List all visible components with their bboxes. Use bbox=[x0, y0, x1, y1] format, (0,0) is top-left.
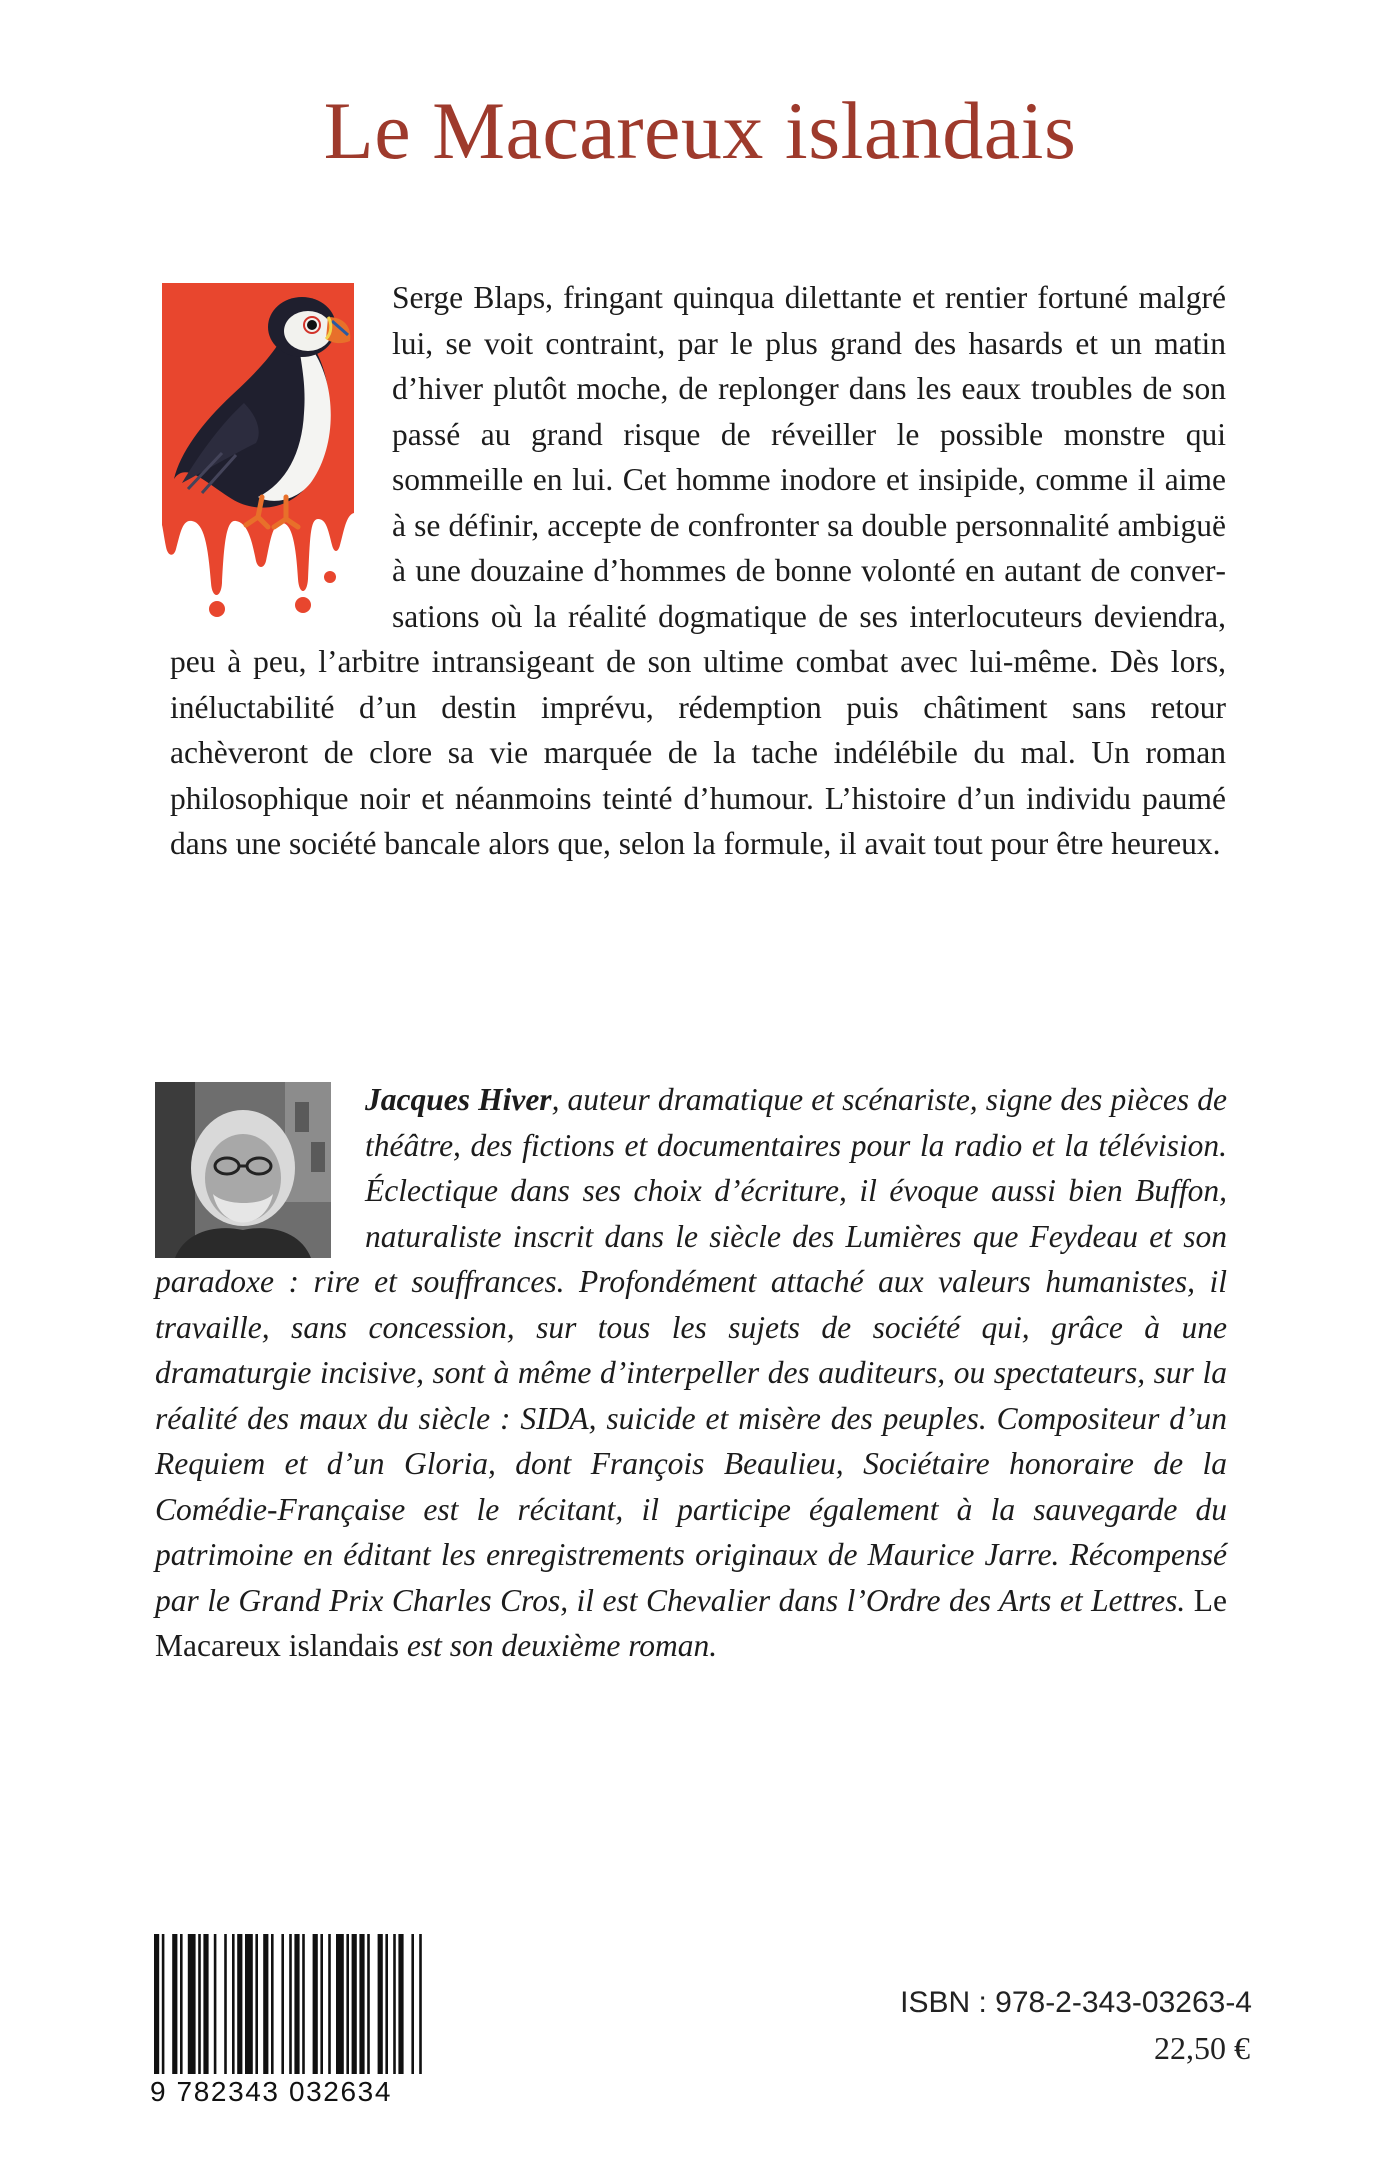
portrait-space bbox=[155, 1077, 365, 1259]
bio-text: , auteur dramatique et scénariste, signe des pièces de théâtre, des fictions et documentaires pour la radio et la télévision. Éclectique dans ses choix d’écriture, il évoque aussi bien Buffon, naturaliste inscrit dans le siècle des Lumières que Feydeau et son paradoxe : rire et souffrances. Profondément attaché aux valeurs humanistes, il travaille, sans concession, sur tous les sujets de société qui, grâce à une dramaturgie incisive, sont à même d’interpeller des auditeurs, ou spectateurs, sur la réalité des maux du siècle : SIDA, suicide et misère des peuples. Compositeur d’un Requiem et d’un Gloria, dont François Beaulieu, Sociétaire honoraire de la Comédie-Française est le récitant, il participe également à la sauvegarde du patrimoine en éditant les enregistrements originaux de Maurice Jarre. Récompensé par le Grand Prix Charles Cros, il est Chevalier dans l’Ordre des Arts et Lettres. bbox=[155, 1082, 1228, 1618]
price: 22,50 € bbox=[1154, 2030, 1250, 2066]
synopsis-text: Serge Blaps, fringant quinqua dilettante et rentier fortuné malgré lui, se voit contraint, par le plus grand des hasards et un matin d’hiver plutôt moche, de replonger dans les eaux troubles de son passé au grand risque de réveiller le possible monstre qui sommeille en lui. Cet homme inodore et insipide, comme il aime à se définir, accepte de confronter sa double personnalité ambiguë à une douzaine d’hommes de bonne volonté en autant de conversations où la réalité dogmatique de ses interlocuteurs deviendra, peu à peu, l’arbitre intransigeant de son ultime combat avec lui-même. Dès lors, inéluctabilité d’un destin imprévu, rédemption puis châtiment sans retour achèveront de clore sa vie marquée de la tache indélébile du mal. Un roman philosophique noir et néanmoins teinté d’humour. L’histoire d’un individu paumé dans une société bancale alors que, selon la formule, il avait tout pour être heureux. bbox=[170, 280, 1226, 861]
bio-book-title: Le Macareux islandais bbox=[155, 1582, 1227, 1663]
barcode-icon bbox=[150, 1934, 426, 2114]
book-title: Le Macareux islandais bbox=[323, 85, 1077, 176]
author-bio bbox=[155, 1077, 1227, 1669]
barcode-bars bbox=[150, 1934, 426, 2074]
author-name: Jacques Hiver bbox=[365, 1082, 552, 1117]
barcode-digits: 9 782343 032634 bbox=[150, 2076, 392, 2107]
isbn: ISBN : 978-2-343-03263-4 bbox=[900, 1986, 1252, 2019]
illustration-space bbox=[170, 275, 392, 625]
bio-closing: est son deuxième roman. bbox=[399, 1628, 718, 1663]
synopsis bbox=[170, 275, 1226, 867]
